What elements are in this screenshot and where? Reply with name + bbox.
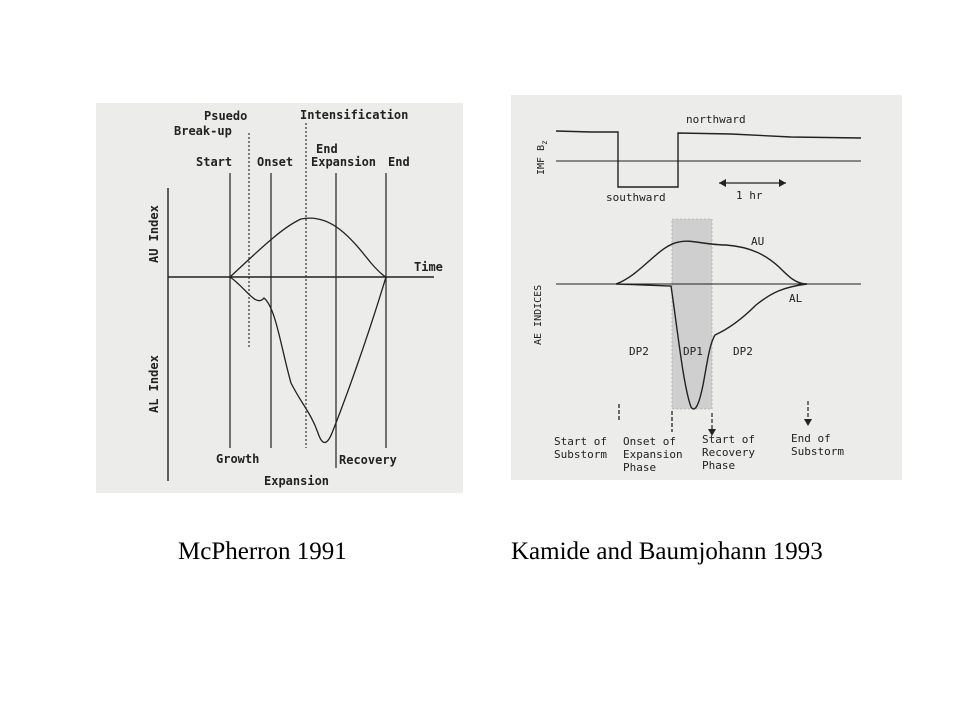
label-al: AL (789, 292, 803, 305)
end-substorm-marker-arrow (804, 419, 812, 426)
label-time: Time (414, 260, 443, 274)
label-dp1: DP1 (683, 345, 703, 358)
caption-mcpherron: McPherron 1991 (178, 538, 347, 565)
label-end-substorm-1: End of (791, 432, 831, 445)
label-au-index: AU Index (147, 205, 161, 263)
expansion-phase-shading (672, 219, 712, 409)
scale-arrow-left (719, 179, 726, 187)
label-onset-2: Expansion (623, 448, 683, 461)
label-end-top: End (316, 142, 338, 156)
label-expansion-top: Expansion (311, 155, 377, 169)
label-al-index: AL Index (147, 355, 161, 413)
label-recovery: Recovery (339, 453, 397, 467)
imf-bz-trace (556, 131, 861, 187)
label-northward: northward (686, 113, 746, 126)
label-imf-bz: IMF $B_z$ (536, 140, 549, 175)
label-breakup: Break-up (174, 124, 232, 138)
scale-arrow-right (779, 179, 786, 187)
label-expansion-bottom: Expansion (264, 474, 330, 488)
label-start: Start (196, 155, 233, 169)
label-end: End (388, 155, 410, 169)
label-recovery-3: Phase (702, 459, 736, 472)
au-curve (230, 218, 386, 277)
mcpherron-diagram-panel (96, 103, 463, 493)
label-onset: Onset (257, 155, 294, 169)
kamide-baumjohann-diagram-panel (511, 95, 902, 480)
label-pseudo: Psuedo (204, 109, 248, 123)
al-curve (230, 277, 386, 442)
label-start-substorm-2: Substorm (554, 448, 607, 461)
label-recovery-2: Recovery (702, 446, 755, 459)
kamide-baumjohann-diagram (511, 95, 902, 480)
label-onset-1: Onset of (623, 435, 676, 448)
label-au: AU (751, 235, 765, 248)
label-end-substorm-2: Substorm (791, 445, 844, 458)
label-dp2-left: DP2 (629, 345, 649, 358)
label-southward: southward (606, 191, 666, 204)
caption-kamide-baumjohann: Kamide and Baumjohann 1993 (511, 538, 823, 565)
label-dp2-right: DP2 (733, 345, 753, 358)
label-recovery-1: Start of (702, 433, 755, 446)
label-ae-indices: AE INDICES (533, 284, 544, 345)
mcpherron-diagram (96, 103, 463, 493)
label-onset-3: Phase (623, 461, 657, 474)
label-intensification: Intensification (300, 108, 409, 122)
label-start-substorm-1: Start of (554, 435, 607, 448)
label-one-hr: 1 hr (736, 189, 763, 202)
label-growth: Growth (216, 452, 260, 466)
